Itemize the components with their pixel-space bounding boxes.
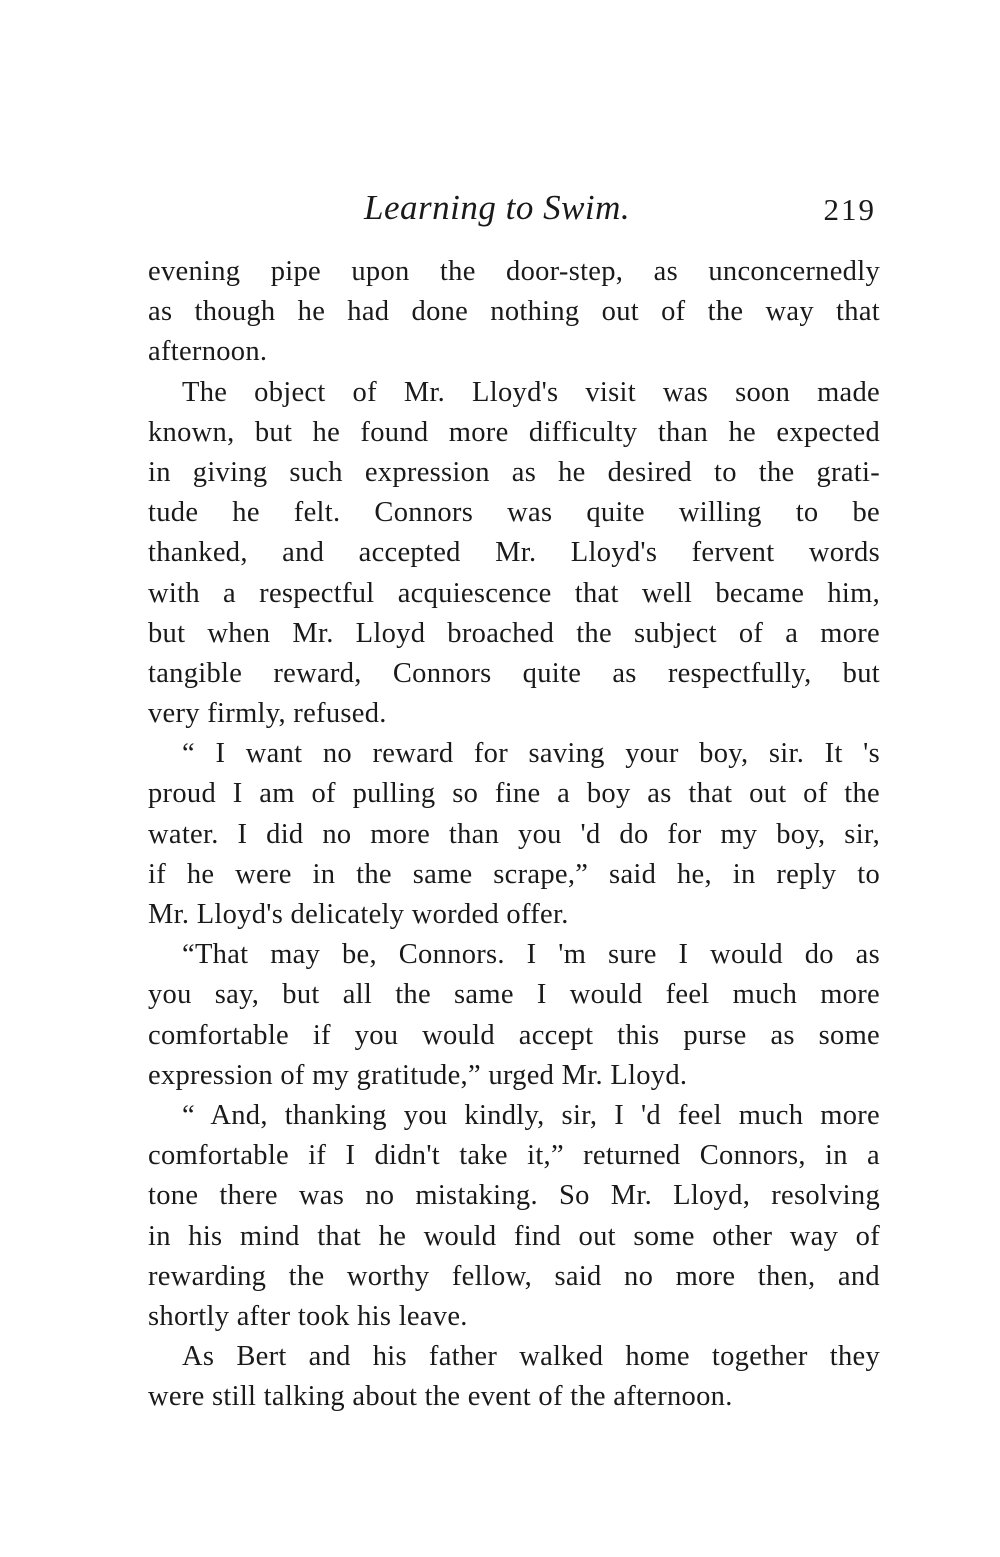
text-line: but when Mr. Lloyd broached the subject of a more — [148, 617, 880, 649]
text-line: very firmly, refused. — [148, 698, 387, 730]
text-line: you say, but all the same I would feel much more — [148, 979, 880, 1011]
text-line: “ I want no reward for saving your boy, sir. It 's — [182, 738, 880, 770]
text-line: “That may be, Connors. I 'm sure I would do as — [182, 939, 880, 971]
text-line: As Bert and his father walked home together they — [182, 1341, 880, 1373]
text-line: The object of Mr. Lloyd's visit was soon made — [182, 376, 880, 408]
text-line: in his mind that he would find out some other way of — [148, 1220, 880, 1252]
text-line: tangible reward, Connors quite as respectfully, but — [148, 657, 880, 689]
text-line: with a respectful acquiescence that well became him, — [148, 577, 880, 609]
running-head — [148, 186, 880, 236]
text-line: comfortable if I didn't take it,” returned Connors, in a — [148, 1140, 880, 1172]
text-line: expression of my gratitude,” urged Mr. Lloyd. — [148, 1059, 688, 1091]
text-line: known, but he found more difficulty than he expected — [148, 416, 880, 448]
text-line: afternoon. — [148, 336, 268, 368]
text-line: if he were in the same scrape,” said he, in reply to — [148, 858, 880, 890]
text-line: as though he had done nothing out of the way that — [148, 296, 880, 328]
text-line: proud I am of pulling so fine a boy as that out of the — [148, 778, 880, 810]
text-line: shortly after took his leave. — [148, 1300, 468, 1332]
text-line: thanked, and accepted Mr. Lloyd's fervent words — [148, 537, 880, 569]
text-line: Mr. Lloyd's delicately worded offer. — [148, 899, 569, 930]
text-line: water. I did no more than you 'd do for my boy, sir, — [148, 818, 880, 850]
body-text — [148, 252, 880, 1417]
text-line: evening pipe upon the door-step, as unconcernedly — [148, 256, 880, 287]
text-line: tone there was no mistaking. So Mr. Lloyd, resolving — [148, 1180, 880, 1212]
text-line: comfortable if you would accept this purse as some — [148, 1019, 880, 1051]
text-line: rewarding the worthy fellow, said no more then, and — [148, 1260, 880, 1292]
text-line: “ And, thanking you kindly, sir, I 'd feel much more — [182, 1099, 880, 1131]
text-line: in giving such expression as he desired to the grati- — [148, 456, 880, 488]
text-line: were still talking about the event of the afternoon. — [148, 1381, 733, 1413]
page-number: 219 — [823, 192, 876, 227]
text-line: tude he felt. Connors was quite willing to be — [148, 497, 880, 529]
chapter-title: Learning to Swim. — [364, 188, 631, 227]
